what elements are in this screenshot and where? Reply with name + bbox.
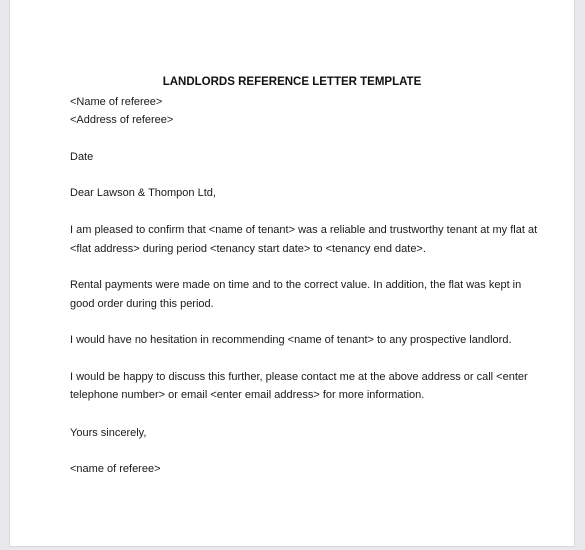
document-title: LANDLORDS REFERENCE LETTER TEMPLATE (162, 76, 422, 88)
paragraph-2-line-1: Rental payments were made on time and to the correct value. In addition, the flat was kept in (70, 279, 522, 291)
date-line: Date (70, 151, 94, 163)
paragraph-1-line-1: I am pleased to confirm that <name of tenant> was a reliable and trustworthy tenant at my flat at (70, 224, 538, 236)
salutation: Dear Lawson & Thompon Ltd, (70, 187, 216, 199)
paragraph-4-line-2: telephone number> or email <enter email address> for more information. (70, 389, 425, 401)
document-page (9, 0, 575, 547)
closing: Yours sincerely, (70, 427, 147, 439)
referee-name: <Name of referee> (70, 96, 163, 108)
paragraph-4-line-1: I would be happy to discuss this further, please contact me at the above address or call <enter (70, 371, 528, 383)
referee-address: <Address of referee> (70, 114, 174, 126)
paragraph-3-line-1: I would have no hesitation in recommending <name of tenant> to any prospective landlord. (70, 334, 512, 346)
paragraph-1-line-2: <flat address> during period <tenancy start date> to <tenancy end date>. (70, 243, 426, 255)
paragraph-2-line-2: good order during this period. (70, 298, 214, 310)
signature: <name of referee> (70, 463, 161, 475)
